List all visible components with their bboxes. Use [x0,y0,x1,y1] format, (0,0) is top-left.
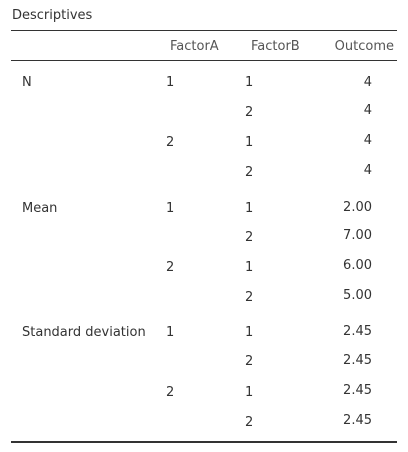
outcome-cell: 2.00 [343,200,372,215]
outcome-cell: 4 [363,103,372,118]
factor-a-cell: 1 [166,201,175,216]
group-label-mean: Mean [22,201,58,216]
header-factor-b: FactorB [251,39,300,54]
outcome-cell: 4 [363,133,372,148]
factor-a-cell: 2 [166,135,175,150]
table-title: Descriptives [12,8,93,23]
factor-b-cell: 1 [245,75,254,90]
header-outcome: Outcome [334,39,394,54]
factor-b-cell: 2 [245,165,254,180]
header-factor-a: FactorA [170,39,219,54]
factor-b-cell: 2 [245,105,254,120]
factor-b-cell: 2 [245,354,254,369]
factor-b-cell: 2 [245,290,254,305]
bottom-rule [11,441,397,443]
outcome-cell: 2.45 [343,324,372,339]
group-label-standard-deviation: Standard deviation [22,325,146,340]
outcome-cell: 2.45 [343,353,372,368]
outcome-cell: 6.00 [343,258,372,273]
factor-a-cell: 1 [166,75,175,90]
factor-a-cell: 2 [166,385,175,400]
factor-a-cell: 1 [166,325,175,340]
factor-b-cell: 1 [245,201,254,216]
factor-a-cell: 2 [166,260,175,275]
outcome-cell: 4 [363,75,372,90]
factor-b-cell: 1 [245,325,254,340]
factor-b-cell: 1 [245,385,254,400]
factor-b-cell: 2 [245,230,254,245]
factor-b-cell: 1 [245,135,254,150]
outcome-cell: 5.00 [343,288,372,303]
factor-b-cell: 2 [245,415,254,430]
outcome-cell: 2.45 [343,383,372,398]
factor-b-cell: 1 [245,260,254,275]
outcome-cell: 2.45 [343,413,372,428]
outcome-cell: 4 [363,163,372,178]
group-label-n: N [22,75,32,90]
outcome-cell: 7.00 [343,228,372,243]
header-rule [11,60,397,61]
top-rule [11,30,397,31]
